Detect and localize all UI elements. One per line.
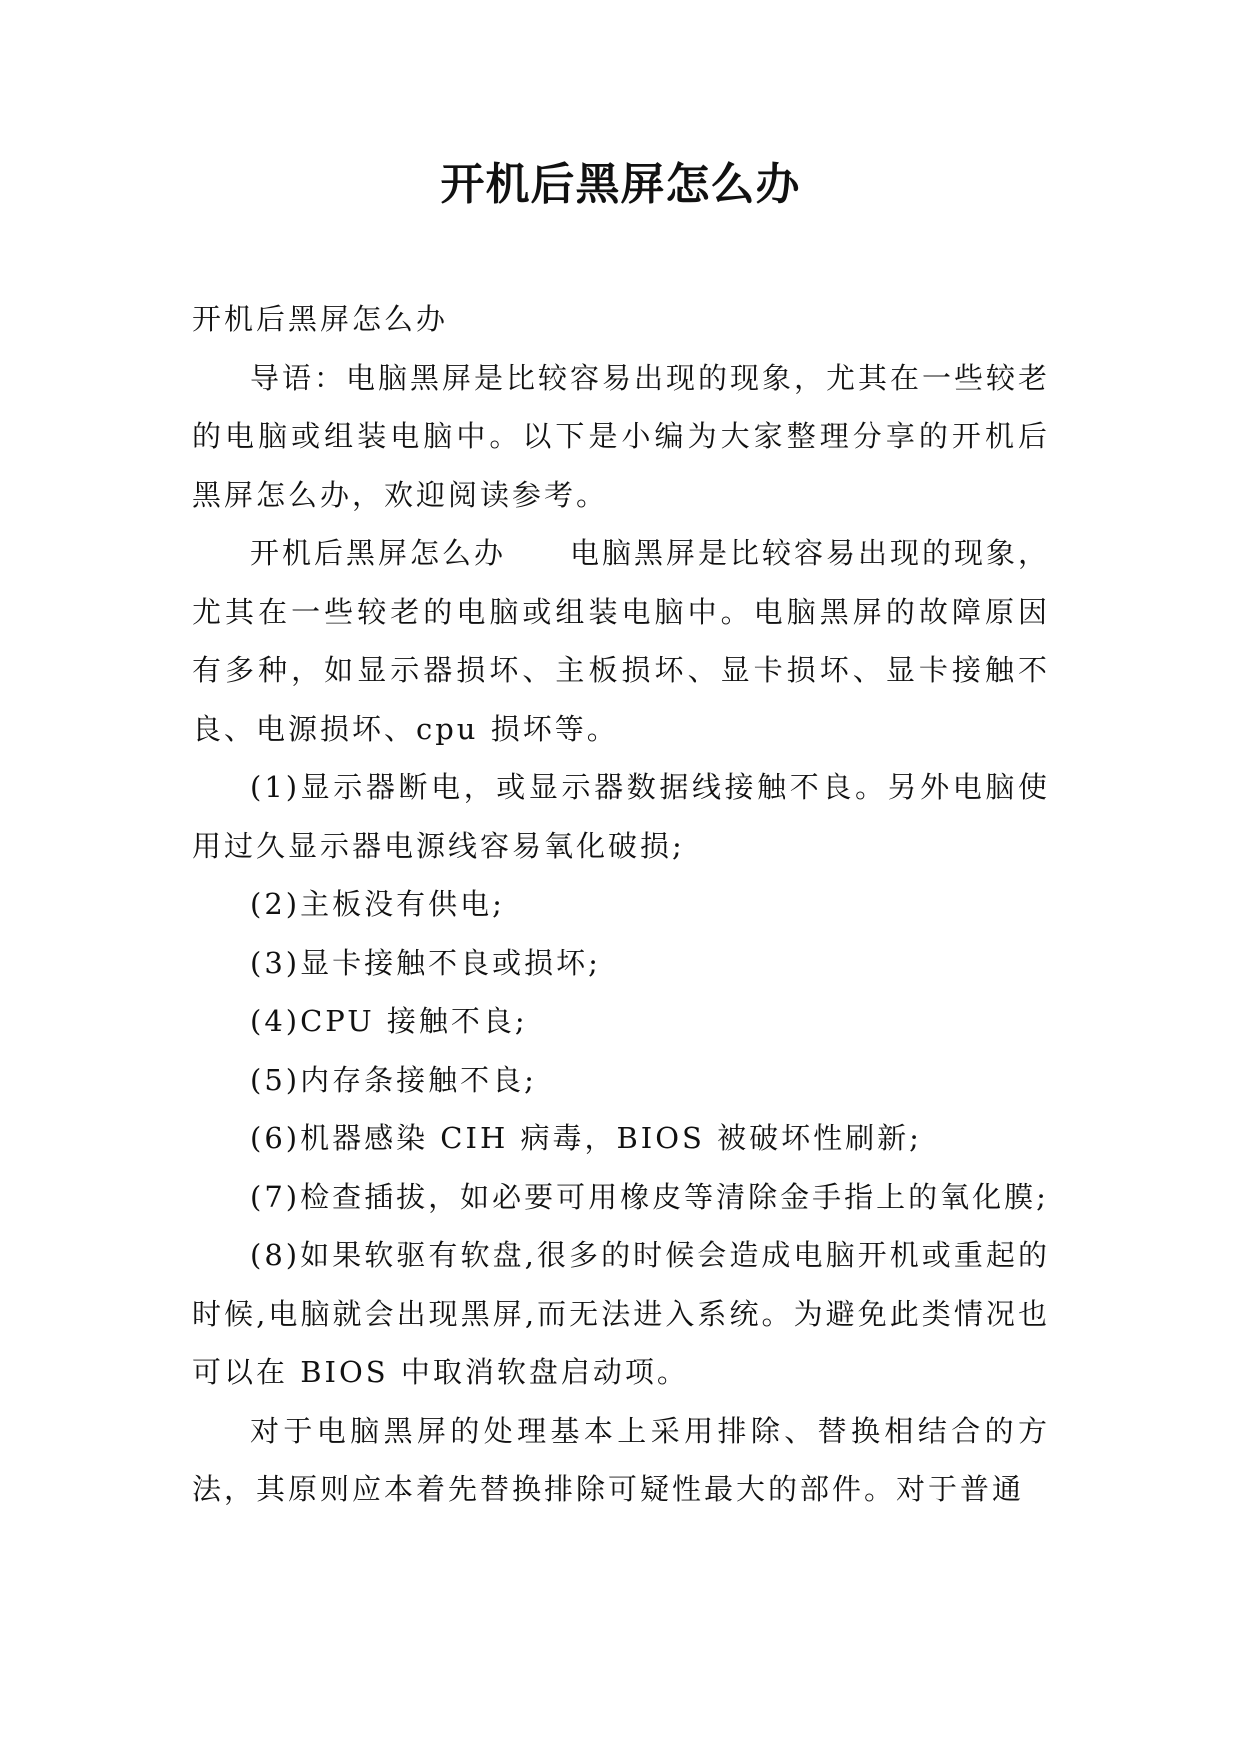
causes-paragraph: 开机后黑屏怎么办 电脑黑屏是比较容易出现的现象，尤其在一些较老的电脑或组装电脑中。电脑黑屏的故障原因有多种，如显示器损坏、主板损坏、显卡损坏、显卡接触不良、电源损坏、cpu 损坏等。: [192, 536, 1051, 746]
list-item-5: (5)内存条接触不良;: [250, 1062, 537, 1097]
method-paragraph: 对于电脑黑屏的处理基本上采用排除、替换相结合的方法，其原则应本着先替换排除可疑性最大的部件。对于普通: [192, 1413, 1050, 1506]
list-item-6: (6)机器感染 CIH 病毒，BIOS 被破坏性刷新;: [250, 1121, 922, 1155]
list-item-7: (7)检查插拔，如必要可用橡皮等清除金手指上的氧化膜;: [250, 1179, 1049, 1214]
list-item-8: (8)如果软驱有软盘,很多的时候会造成电脑开机或重起的时候,电脑就会出现黑屏,而无法进入系统。为避免此类情况也可以在 BIOS 中取消软盘启动项。: [192, 1238, 1050, 1389]
list-item-4: (4)CPU 接触不良;: [250, 1004, 528, 1038]
list-item-3: (3)显卡接触不良或损坏;: [250, 945, 601, 980]
document-body: [192, 290, 1050, 1519]
list-item-2: (2)主板没有供电;: [250, 887, 505, 921]
list-item-1: (1)显示器断电，或显示器数据线接触不良。另外电脑使用过久显示器电源线容易氧化破损;: [192, 770, 1050, 863]
document-title: 开机后黑屏怎么办: [440, 159, 801, 210]
intro-paragraph: 导语：电脑黑屏是比较容易出现的现象，尤其在一些较老的电脑或组装电脑中。以下是小编为大家整理分享的开机后黑屏怎么办，欢迎阅读参考。: [192, 360, 1051, 512]
section-heading: 开机后黑屏怎么办: [192, 302, 449, 336]
